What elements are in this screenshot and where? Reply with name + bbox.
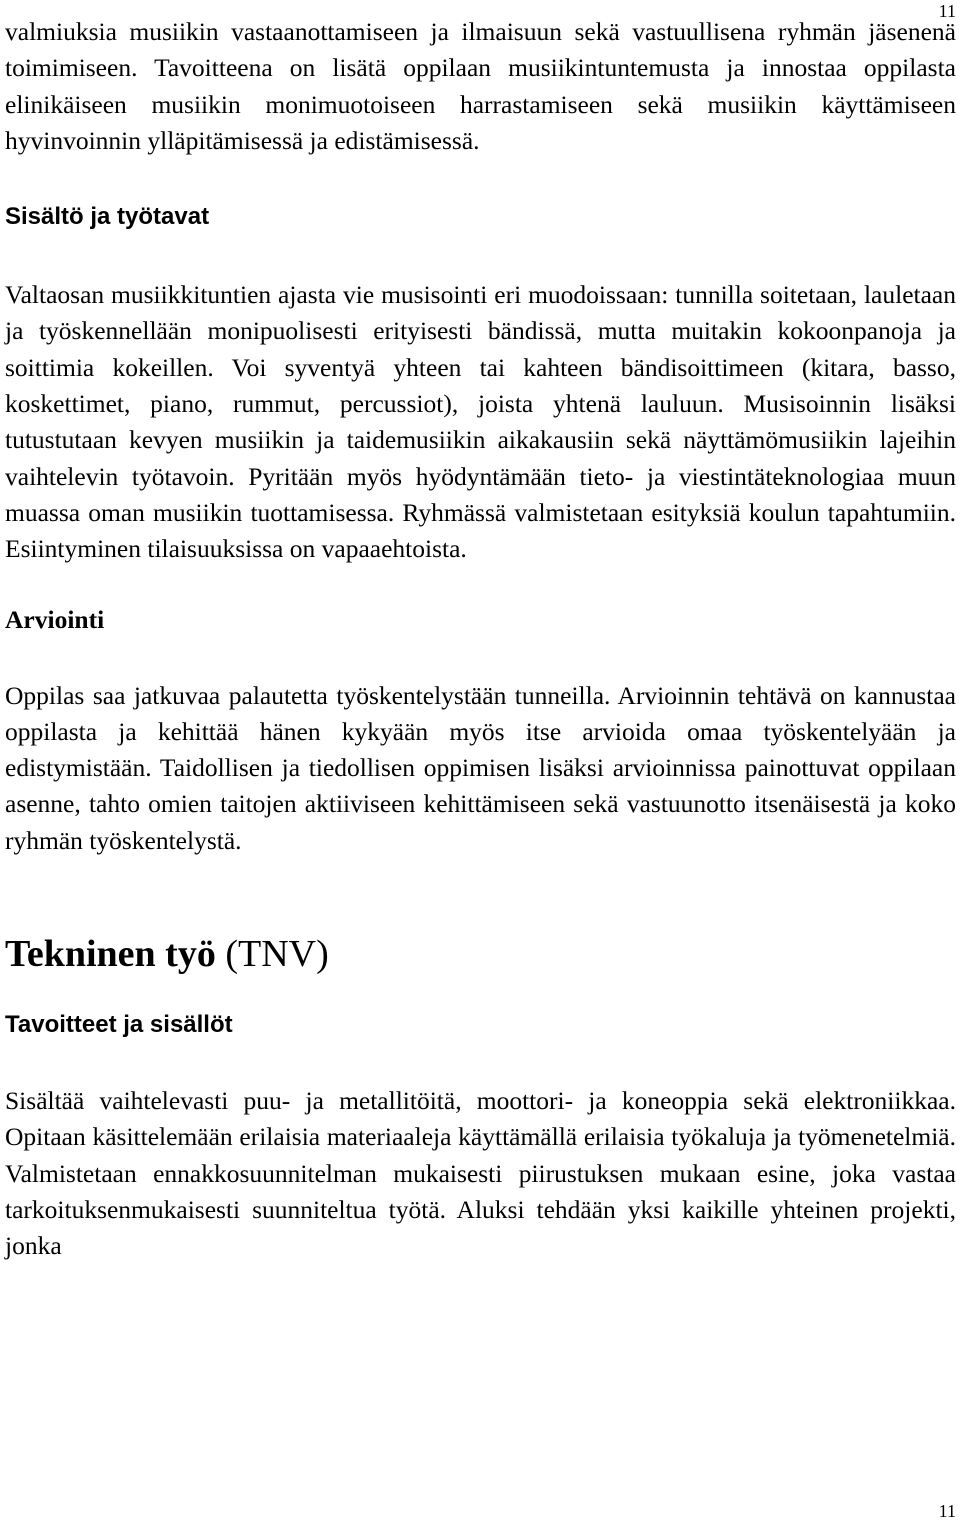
page-number-bottom: 11 [938, 1501, 956, 1521]
goals-paragraph: Sisältää vaihtelevasti puu- ja metallitöitä, moottori- ja koneoppia sekä elektroniikkaa. Opitaan käsittelemään erilaisia materiaaleja käyttämällä erilaisia työkaluja ja työmenetelmiä. Valmistetaan ennakkosuunnitelman mukaisesti piirustuksen mukaan esine, joka vastaa tarkoituksenmukaisesti suunniteltua työtä. Aluksi tehdään yksi kaikille yhteinen projekti, jonka [5, 1086, 956, 1261]
content-paragraph: Valtaosan musiikkituntien ajasta vie musisointi eri muodoissaan: tunnilla soitetaan, lauletaan ja työskennellään monipuolisesti erityisesti bändissä, mutta muitakin kokoonpanoja ja soittimia kokeillen. Voi syventyä yhteen tai kahteen bändisoittimeen (kitara, basso, koskettimet, piano, rummut, percussiot), joista yhtenä lauluun. Musisoinnin lisäksi tutustutaan kevyen musiikin ja taidemusiikin aikakausiin sekä näyttämömusiikin lajeihin vaihtelevin työtavoin. Pyritään myös hyödyntämään tieto- ja viestintäteknologiaa muun muassa oman musiikin tuottamisessa. Ryhmässä valmistetaan esityksiä koulun tapahtumiin. Esiintyminen tilaisuuksissa on vapaaehtoista. [5, 280, 956, 564]
subject-title-main: Tekninen työ [5, 933, 216, 976]
goals-heading: Tavoitteet ja sisällöt [5, 1011, 233, 1039]
page-number-top: 11 [938, 1, 956, 21]
assessment-heading: Arviointi [5, 604, 105, 634]
content-heading: Sisältö ja työtavat [5, 203, 210, 231]
subject-title [5, 929, 956, 979]
assessment-paragraph: Oppilas saa jatkuvaa palautetta työskentelystään tunneilla. Arvioinnin tehtävä on kannustaa oppilasta ja kehittää hänen kykyään myös itse arvioida omaa työskentelyään ja edistymistään. Taidollisen ja tiedollisen oppimisen lisäksi arvioinnissa painottuvat oppilaan asenne, tahto omien taitojen aktiiviseen kehittämiseen sekä vastuunotto itsenäisestä ja koko ryhmän työskentelystä. [5, 680, 956, 855]
intro-paragraph: valmiuksia musiikin vastaanottamiseen ja ilmaisuun sekä vastuullisena ryhmän jäsenenä toimimiseen. Tavoitteena on lisätä oppilaan musiikintuntemusta ja innostaa oppilasta elinikäiseen musiikin monimuotoiseen harrastamiseen sekä musiikin käyttämiseen hyvinvoinnin ylläpitämisessä ja edistämisessä. [5, 17, 956, 155]
subject-title-suffix: (TNV) [225, 933, 329, 976]
page-content [5, 14, 956, 1265]
